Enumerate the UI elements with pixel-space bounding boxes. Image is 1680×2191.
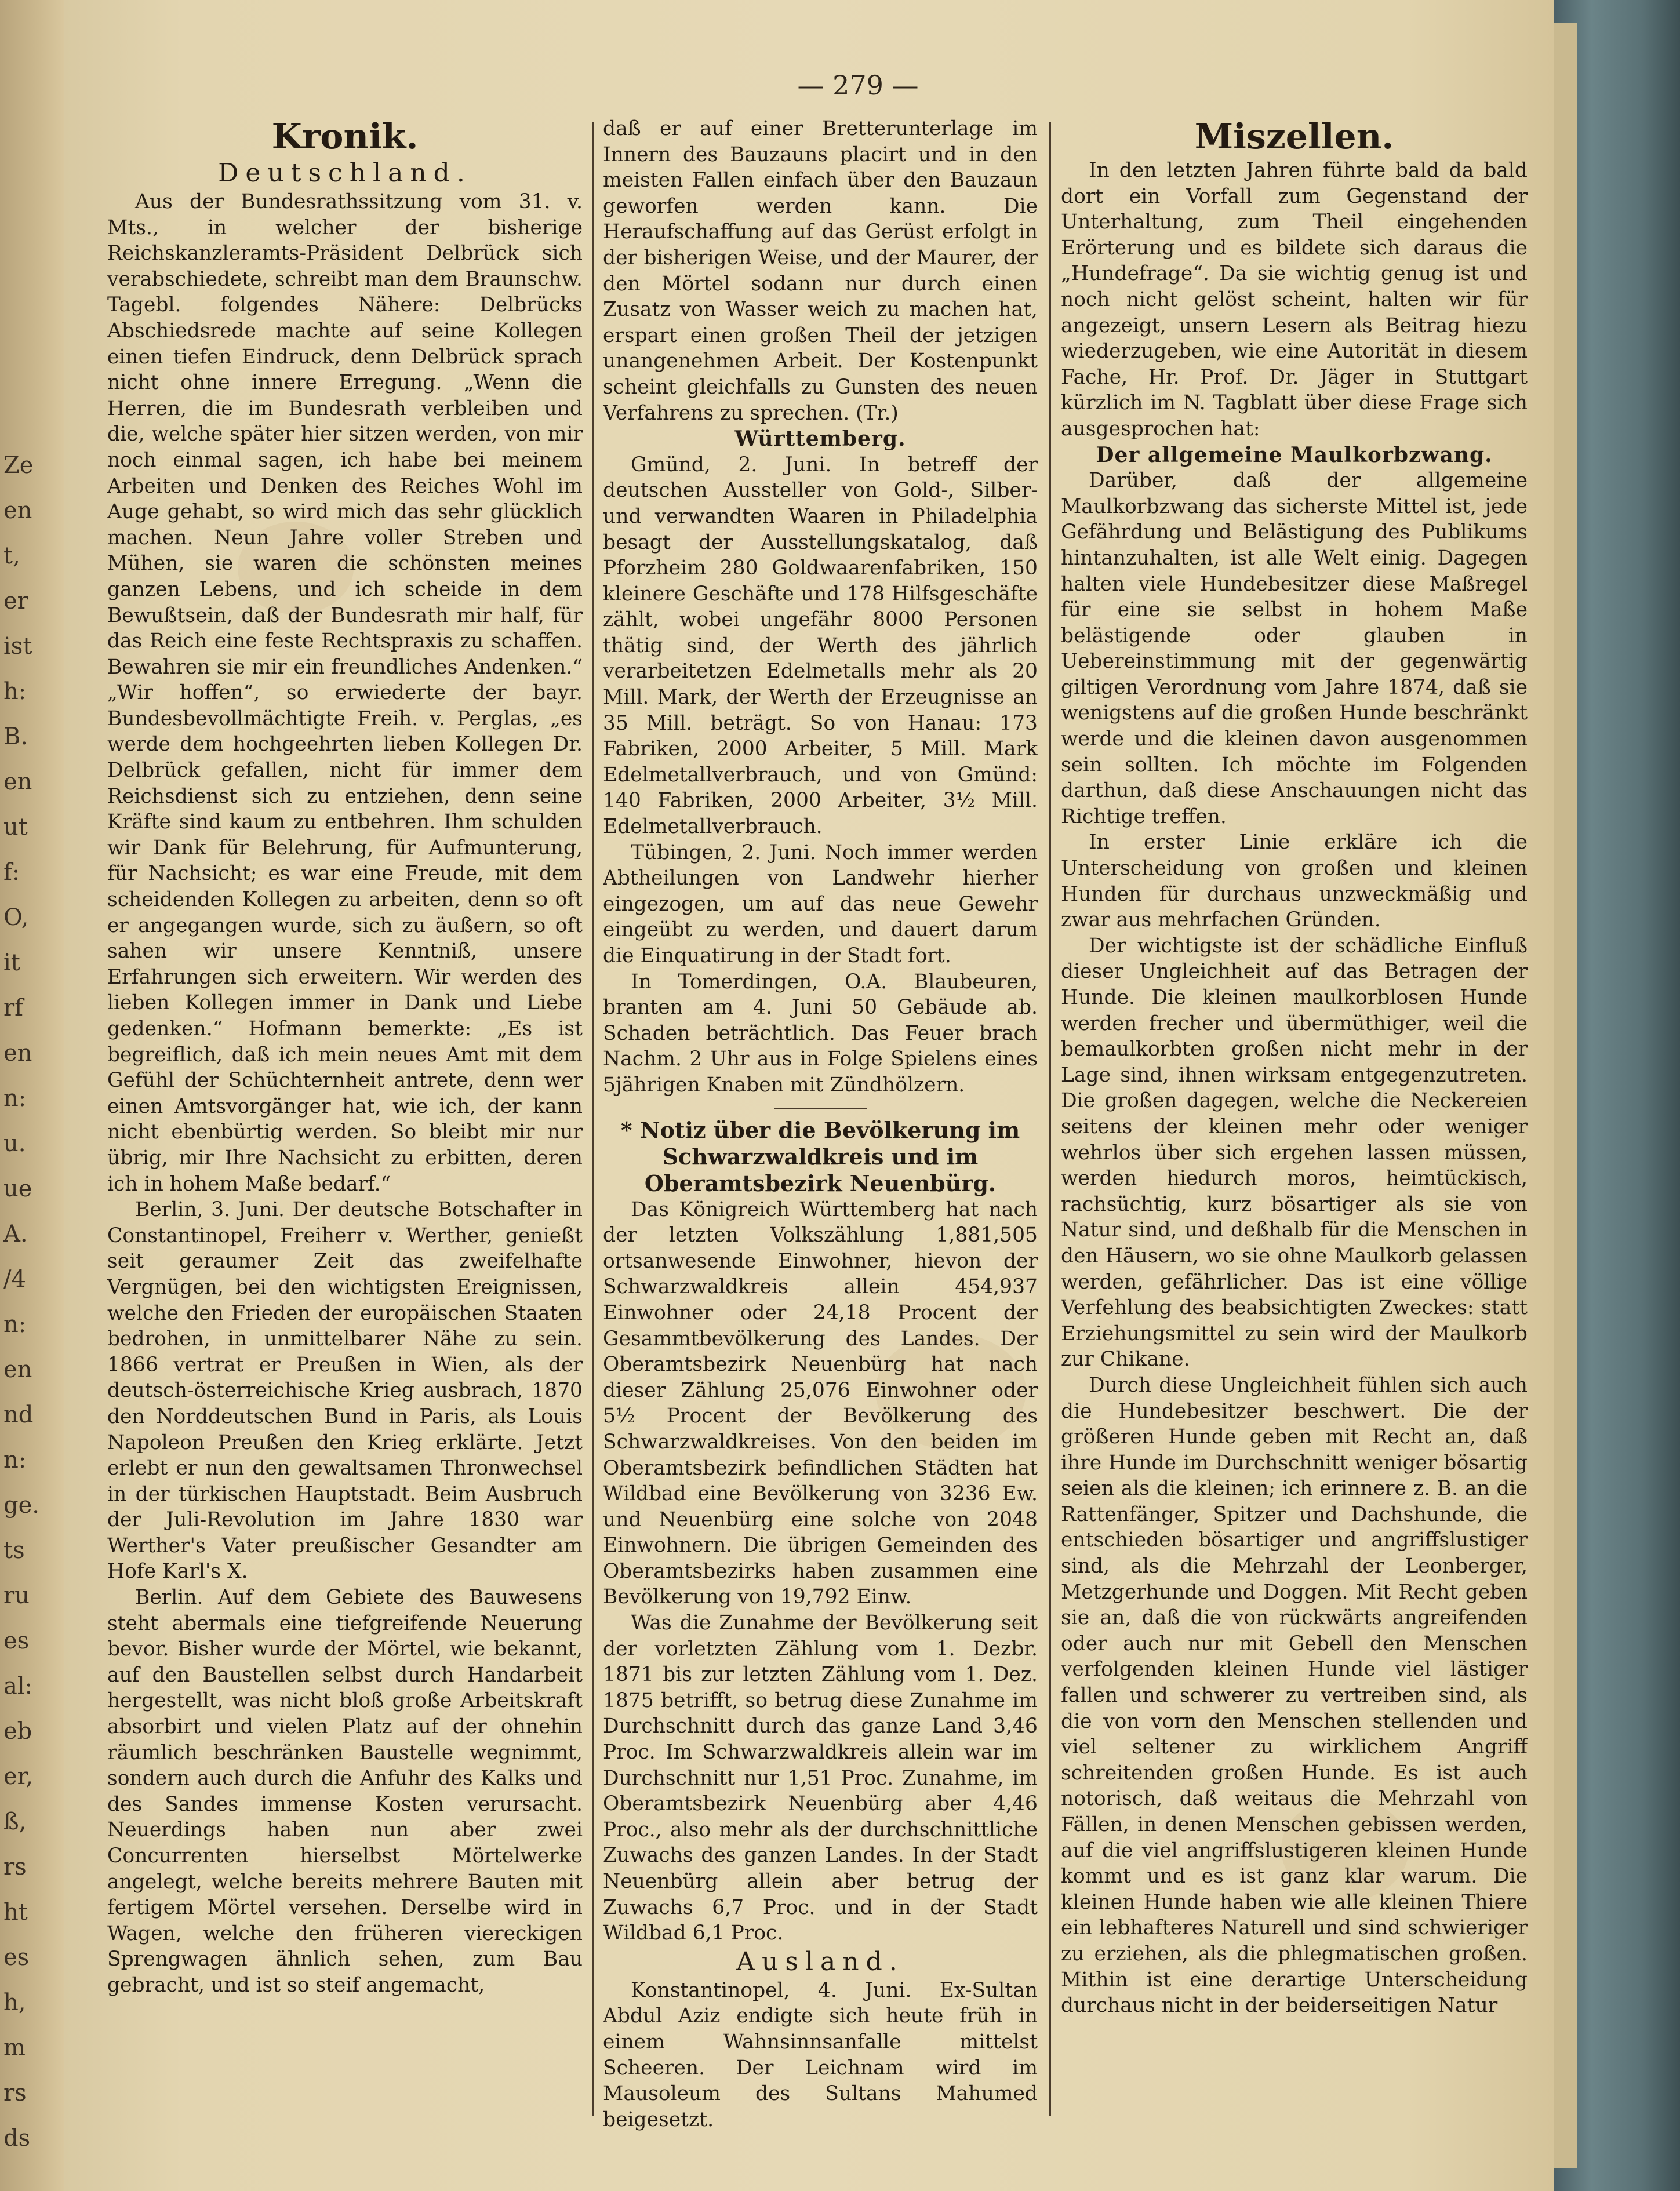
previous-page-fragment: en — [3, 769, 32, 795]
article-paragraph: Konstantinopel, 4. Juni. Ex-Sultan Abdul Aziz endigte sich heute früh in einem Wahnsinnsanfalle mittelst Scheeren. Der Leichnam wird im Mausoleum des Sultans Mahumed beigesetzt. — [603, 1978, 1038, 2131]
previous-page-fragment: en — [3, 497, 32, 524]
previous-page-fragment: nd — [3, 1402, 34, 1428]
notice-title: * Notiz über die Bevölkerung im Schwarzwaldkreis und im Oberamtsbezirk Neuenbürg. — [620, 1116, 1020, 1196]
article-paragraph: Aus der Bundesrathssitzung vom 31. v. Mts., in welcher der bisherige Reichskanzleramts-Präsident Delbrück sich verabschiedete, schreibt man dem Braunschw. Tagebl. folgendes Nähere: Delbrücks Abschiedsrede machte auf seine Kollegen einen tiefen Eindruck, denn Delbrück sprach nicht ohne innere Erregung. „Wenn die Herren, die im Bundesrath verbleiben und die, welche später hier sitzen werden, von mir noch einmal sagen, ich habe bei meinem Arbeiten und Denken des Reiches Wohl im Auge gehabt, so wird mich das sehr glücklich machen. Neun Jahre voller Streben und Mühen, sie waren die schönsten meines ganzen Lebens, und ich scheide in dem Bewußtsein, daß der Bundesrath mir half, für das Reich eine feste Rechtspraxis zu schaffen. Bewahren sie mir ein freundliches Andenken.“ „Wir hoffen“, so erwiederte der bayr. Bundesbevollmächtigte Freih. v. Perglas, „es werde dem hochgeehrten lieben Kollegen Dr. Delbrück gefallen, nicht für immer dem Reichsdienst sich zu entziehen, denn seine Kräfte sind kaum zu entbehren. Ihm schulden wir Dank für Belehrung, für Aufmunterung, für Nachsicht; es war eine Freude, mit dem scheidenden Kollegen zu arbeiten, denn so oft er angegangen wurde, sich zu äußern, so oft sahen wir unsere Kenntniß, unsere Erfahrungen sich erweitern. Wir werden des lieben Kollegen immer in Dank und Liebe gedenken.“ Hofmann bemerkte: „Es ist begreiflich, daß ich mein neues Amt mit dem Gefühl der Schüchternheit antrete, denn wer einen Amtsvorgänger hat, wie ich, der kann nicht ebenbürtig werden. So bleibt mir nur übrig, mir Ihre Nachsicht zu erbitten, deren ich in hohem Maße bedarf.“ — [107, 190, 583, 1196]
page-number: — 279 — — [797, 70, 919, 101]
previous-page-fragment: es — [3, 1628, 30, 1654]
previous-page-fragment: ru — [3, 1582, 30, 1609]
previous-page-fragment: Ze — [3, 452, 34, 479]
page-stack-edge — [1554, 23, 1577, 2168]
previous-page-fragment: rs — [3, 2080, 27, 2106]
article-continuation: daß er auf einer Bretterunterlage im Innern des Bauzauns placirt und in den meisten Fallen einfach über den Bauzaun geworfen werden kann. Die Heraufschaffung auf das Gerüst erfolgt in der bisherigen Weise, und der Maurer, der den Mörtel sodann nur durch einen Zusatz von Wasser weich zu machen hat, erspart einen großen Theil der jetzigen unangenehmen Arbeit. Der Kostenpunkt scheint gleichfalls zu Gunsten des neuen Verfahrens zu sprechen. (Tr.) — [603, 117, 1038, 425]
previous-page-fragment: er, — [3, 1763, 34, 1790]
previous-page-fragment: n: — [3, 1447, 27, 1473]
previous-page-fragment: u. — [3, 1130, 26, 1157]
article-paragraph: In den letzten Jahren führte bald da bald dort ein Vorfall zum Gegenstand der Unterhaltung, zum Theil eingehenden Erörterung und es bildete sich daraus die „Hundefrage“. Da sie wichtig genug ist und noch nicht gelöst scheint, halten wir für angezeigt, unsern Lesern als Beitrag hiezu wiederzugeben, wie eine Autorität in diesem Fache, Hr. Prof. Dr. Jäger in Stuttgart kürzlich im N. Tagblatt über diese Frage sich ausgesprochen hat: — [1061, 159, 1528, 441]
previous-page-fragment: er — [3, 588, 28, 614]
previous-page-fragment: es — [3, 1944, 30, 1971]
column-middle — [603, 116, 1038, 2145]
previous-page-fragment: ue — [3, 1175, 32, 1202]
article-paragraph: Durch diese Ungleichheit fühlen sich auch die Hundebesitzer beschwert. Die der größeren Hunde geben mit Recht an, daß ihre Hunde im Durchschnitt weniger bösartig seien als die kleinen; ich erinnere z. B. an die Rattenfänger, Spitzer und Dachshunde, die entschieden bösartiger und angriffslustiger sind, als die Mehrzahl der Leonberger, Metzgerhunde und Doggen. Mit Recht geben sie an, daß die von rückwärts angreifenden oder auch nur mit Gebell den Menschen verfolgenden kleinen Hunde viel lästiger fallen und schwerer zu vertreiben sind, als die von vorn den Menschen stellenden und viel seltener zu wirklichem Angriff schreitenden großen Hunde. Es ist auch notorisch, daß weitaus die Mehrzahl von Fällen, in denen Menschen gebissen werden, auf die viel angriffslustigeren kleinen Hunde kommt und es ist ganz klar warum. Die kleinen Hunde haben wie alle kleinen Thiere ein lebhafteres Naturell und sind schwieriger zu erziehen, als die phlegmatischen großen. Mithin ist eine derartige Unterscheidung durchaus nicht in der beiderseitigen Natur — [1061, 1373, 1528, 2018]
article-paragraph: Gmünd, 2. Juni. In betreff der deutschen Aussteller von Gold-, Silber- und verwandten Waaren in Philadelphia besagt der Ausstellungskatalog, daß Pforzheim 280 Goldwaarenfabriken, 150 kleinere Geschäfte und 178 Hilfsgeschäfte zählt, wobei ungefähr 8000 Personen thätig sind, der Werth des jährlich verarbeitetzen Edelmetalls mehr als 20 Mill. Mark, der Werth der Erzeugnisse an 35 Mill. beträgt. So von Hanau: 173 Fabriken, 2000 Arbeiter, 5 Mill. Mark Edelmetallverbrauch, und von Gmünd: 140 Fabriken, 2000 Arbeiter, 3½ Mill. Edelmetallverbrauch. — [603, 453, 1038, 839]
heading-maulkorbzwang: Der allgemeine Maulkorbzwang. — [1096, 442, 1493, 467]
previous-page-fragment: rs — [3, 1854, 27, 1880]
previous-page-fragment: t, — [3, 543, 20, 569]
column-rule — [1049, 122, 1051, 2116]
article-paragraph: Der wichtigste ist der schädliche Einfluß dieser Ungleichheit auf das Betragen der Hunde. Die kleinen maulkorblosen Hunde werden frecher und übermüthiger, weil die bemaulkorbten großen nicht mehr in der Lage sind, ihnen wirksam entgegenzutreten. Die großen dagegen, welche die Neckereien seitens der kleinen mehr oder weniger wehrlos über sich ergehen lassen müssen, werden hiedurch moros, heimtückisch, rachsüchtig, kurz bösartiger als sie von Natur sind, und deßhalb für die Menschen in den Häusern, wo sie ohne Maulkorb gelassen werden, gefährlicher. Das ist eine völlige Verfehlung des beabsichtigten Zweckes: statt Erziehungsmittel zu sein wird der Maulkorb zur Chikane. — [1061, 934, 1528, 1371]
previous-page-fragment: ß, — [3, 1808, 27, 1835]
article-paragraph: Berlin. Auf dem Gebiete des Bauwesens steht abermals eine tiefgreifende Neuerung bevor. Bisher wurde der Mörtel, wie bekannt, auf den Baustellen selbst durch Handarbeit hergestellt, was nicht bloß große Arbeitskraft absorbirt und vielen Platz auf der ohnehin räumlich beschränken Baustelle wegnimmt, sondern auch durch die Anfuhr des Kalks und des Sandes immense Kosten verursacht. Neuerdings haben nun aber zwei Concurrenten hierselbst Mörtelwerke angelegt, welche bereits mehrere Bauten mit fertigem Mörtel versehen. Derselbe wird in Wagen, welche den früheren viereckigen Sprengwagen ähnlich sehen, zum Bau gebracht, und ist so steif angemacht, — [107, 1586, 583, 1997]
previous-page-fragment: h: — [3, 678, 27, 705]
previous-page-fragment: ds — [3, 2125, 31, 2152]
previous-page-fragment: /4 — [3, 1266, 26, 1293]
previous-page-fragment: al: — [3, 1673, 33, 1699]
divider — [774, 1108, 867, 1109]
previous-page-fragment: O, — [3, 904, 29, 931]
previous-page-fragment: h, — [3, 1989, 26, 2016]
previous-page-fragment: ut — [3, 814, 28, 840]
article-paragraph: Das Königreich Württemberg hat nach der letzten Volkszählung 1,881,505 ortsanwesende Einwohner, hievon der Schwarzwaldkreis allein 454,937 Einwohner oder 24,18 Procent der Gesammtbevölkerung des Landes. Der Oberamtsbezirk Neuenbürg hat nach dieser Zählung 25,076 Einwohner oder 5½ Procent der Bevölkerung des Schwarzwaldkreises. Von den beiden im Oberamtsbezirk befindlichen Städten hat Wildbad eine Bevölkerung von 3236 Ew. und Neuenbürg eine solche von 2048 Einwohnern. Die übrigen Gemeinden des Oberamtsbezirks haben zusammen eine Bevölkerung von 19,792 Einw. — [603, 1198, 1038, 1609]
previous-page-fragment: m — [3, 2034, 26, 2061]
article-paragraph: Tübingen, 2. Juni. Noch immer werden Abtheilungen von Landwehr hierher eingezogen, um auf das neue Gewehr eingeübt zu werden, und dauert darum die Einquatirung in der Stadt fort. — [603, 840, 1038, 967]
previous-page-fragment: A. — [3, 1221, 28, 1247]
section-subtitle-deutschland: Deutschland. — [218, 158, 472, 188]
previous-page-fragment: en — [3, 1356, 32, 1383]
previous-page-fragment: B. — [3, 723, 28, 750]
previous-page-fragments — [0, 0, 64, 2191]
column-kronik — [107, 116, 583, 2145]
previous-page-fragment: ge. — [3, 1492, 39, 1519]
previous-page-fragment: ts — [3, 1537, 25, 1564]
previous-page-fragment: n: — [3, 1085, 27, 1112]
previous-page-fragment: rf — [3, 995, 23, 1021]
previous-page-fragment: ist — [3, 633, 32, 660]
heading-wuerttemberg: Württemberg. — [734, 427, 906, 452]
article-paragraph: Berlin, 3. Juni. Der deutsche Botschafter in Constantinopel, Freiherr v. Werther, genießt seit geraumer Zeit das zweifelhafte Vergnügen, bei den wichtigsten Ereignissen, welche den Frieden der europäischen Staaten bedrohen, in unmittelbarer Nähe zu sein. 1866 vertrat er Preußen in Wien, als der deutsch-österreichische Krieg ausbrach, 1870 den Norddeutschen Bund in Paris, als Louis Napoleon Preußen den Krieg erklärte. Jetzt erlebt er nun den gewaltsamen Thronwechsel in der türkischen Hauptstadt. Beim Ausbruch der Juli-Revolution im Jahre 1830 war Werther's Vater preußischer Gesandter am Hofe Karl's X. — [107, 1198, 583, 1584]
section-title-miszellen: Miszellen. — [1194, 117, 1394, 157]
heading-ausland: Ausland. — [736, 1946, 904, 1977]
previous-page-fragment: ht — [3, 1899, 28, 1926]
column-miszellen — [1061, 116, 1528, 2145]
section-title-kronik: Kronik. — [271, 117, 419, 157]
previous-page-fragment: it — [3, 949, 20, 976]
previous-page-fragment: en — [3, 1040, 32, 1067]
previous-page-fragment: eb — [3, 1718, 32, 1745]
article-paragraph: In erster Linie erkläre ich die Unterscheidung von großen und kleinen Hunden für durchaus unzweckmäßig und zwar aus mehrfachen Gründen. — [1061, 831, 1528, 932]
article-paragraph: In Tomerdingen, O.A. Blaubeuren, branten am 4. Juni 50 Gebäude ab. Schaden beträchtlich. Das Feuer brach Nachm. 2 Uhr aus in Folge Spielens eines 5jährigen Knaben mit Zündhölzern. — [603, 970, 1038, 1097]
column-rule — [592, 122, 594, 2116]
previous-page-fragment: n: — [3, 1311, 27, 1338]
article-paragraph: Darüber, daß der allgemeine Maulkorbzwang das sicherste Mittel ist, jede Gefährdung und Belästigung des Publikums hintanzuhalten, ist alle Welt einig. Dagegen halten viele Hundebesitzer diese Maßregel für eine sie selbst in hohem Maße belästigende oder glauben in Uebereinstimmung mit der gegenwärtig giltigen Verordnung vom Jahre 1874, daß sie wenigstens auf die großen Hunde beschränkt werde und die kleinen davon ausgenommen sein sollten. Ich möchte im Folgenden darthun, daß diese Anschauungen nicht das Richtige treffen. — [1061, 469, 1528, 828]
article-paragraph: Was die Zunahme der Bevölkerung seit der vorletzten Zählung vom 1. Dezbr. 1871 bis zur letzten Zählung vom 1. Dez. 1875 betrifft, so betrug diese Zunahme im Durchschnitt durch das ganze Land 3,46 Proc. Im Schwarzwaldkreis allein war im Durchschnitt nur 1,51 Proc. Zunahme, im Oberamtsbezirk Neuenbürg aber 4,46 Proc., also mehr als der durchschnittliche Zuwachs des ganzen Landes. In der Stadt Neuenbürg allein aber betrug der Zuwachs 6,7 Proc. und in der Stadt Wildbad 6,1 Proc. — [603, 1611, 1038, 1945]
previous-page-fragment: f: — [3, 859, 20, 886]
